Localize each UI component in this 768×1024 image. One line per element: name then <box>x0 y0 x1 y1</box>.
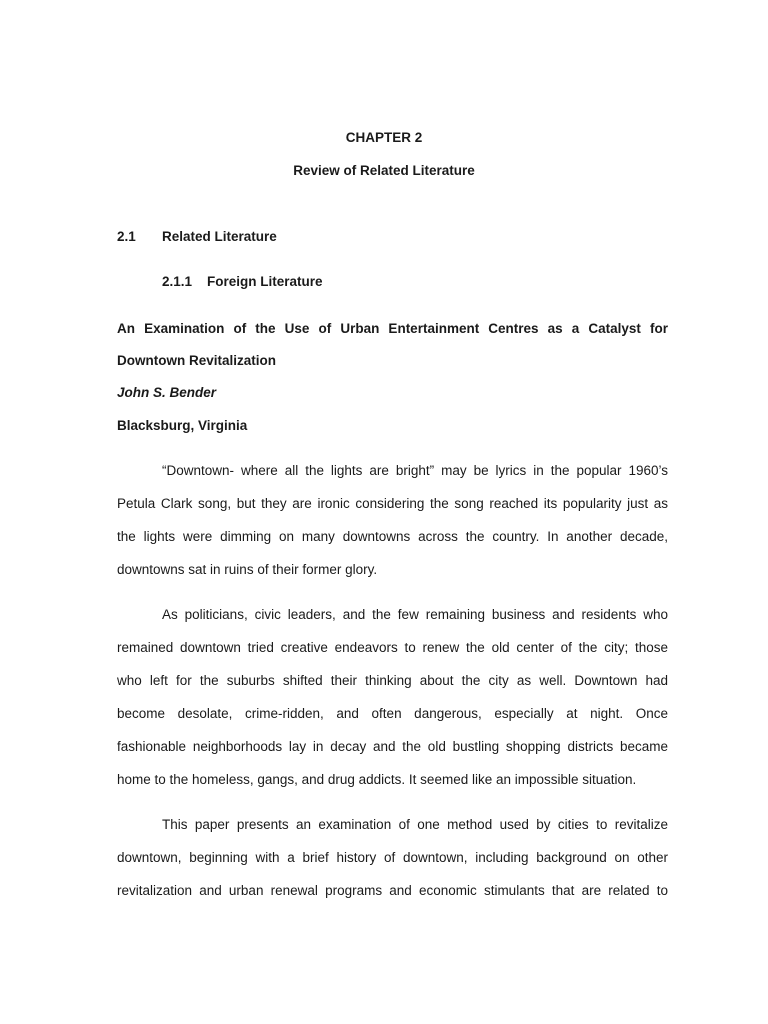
paragraph-1-line-1: “Downtown- where all the lights are bright” may be lyrics in the popular 1960’s <box>162 463 668 478</box>
paragraph-2-line-3: who left for the suburbs shifted their thinking about the city as well. Downtown had <box>117 673 668 688</box>
paragraph-3-line-2: downtown, beginning with a brief history of downtown, including background on other <box>117 850 668 865</box>
article-title-line-2: Downtown Revitalization <box>117 353 277 368</box>
paragraph-2-line-1: As politicians, civic leaders, and the few remaining business and residents who <box>162 607 668 622</box>
paragraph-1-line-4: downtowns sat in ruins of their former glory. <box>117 562 378 577</box>
article-title-line-1: An Examination of the Use of Urban Entertainment Centres as a Catalyst for <box>117 321 668 336</box>
paragraph-3-line-1: This paper presents an examination of one method used by cities to revitalize <box>162 817 668 832</box>
chapter-number: CHAPTER 2 <box>345 130 423 145</box>
paragraph-1-line-3: the lights were dimming on many downtowns across the country. In another decade, <box>117 529 668 544</box>
article-author: John S. Bender <box>117 385 217 400</box>
paragraph-2-line-6: home to the homeless, gangs, and drug addicts. It seemed like an impossible situation. <box>117 772 637 787</box>
paragraph-2-line-2: remained downtown tried creative endeavors to renew the old center of the city; those <box>117 640 668 655</box>
section-label: Related Literature <box>162 229 277 244</box>
section-number: 2.1 <box>117 229 136 244</box>
paragraph-1-line-2: Petula Clark song, but they are ironic considering the song reached its popularity just as <box>117 496 668 511</box>
paragraph-2-line-5: fashionable neighborhoods lay in decay and the old bustling shopping districts became <box>117 739 668 754</box>
chapter-title: Review of Related Literature <box>293 163 475 178</box>
article-location: Blacksburg, Virginia <box>117 418 248 433</box>
paragraph-2-line-4: become desolate, crime-ridden, and often dangerous, especially at night. Once <box>117 706 668 721</box>
subsection-heading: 2.1.1 Foreign Literature <box>162 274 323 289</box>
paragraph-3-line-3: revitalization and urban renewal programs and economic stimulants that are related to <box>117 883 668 898</box>
